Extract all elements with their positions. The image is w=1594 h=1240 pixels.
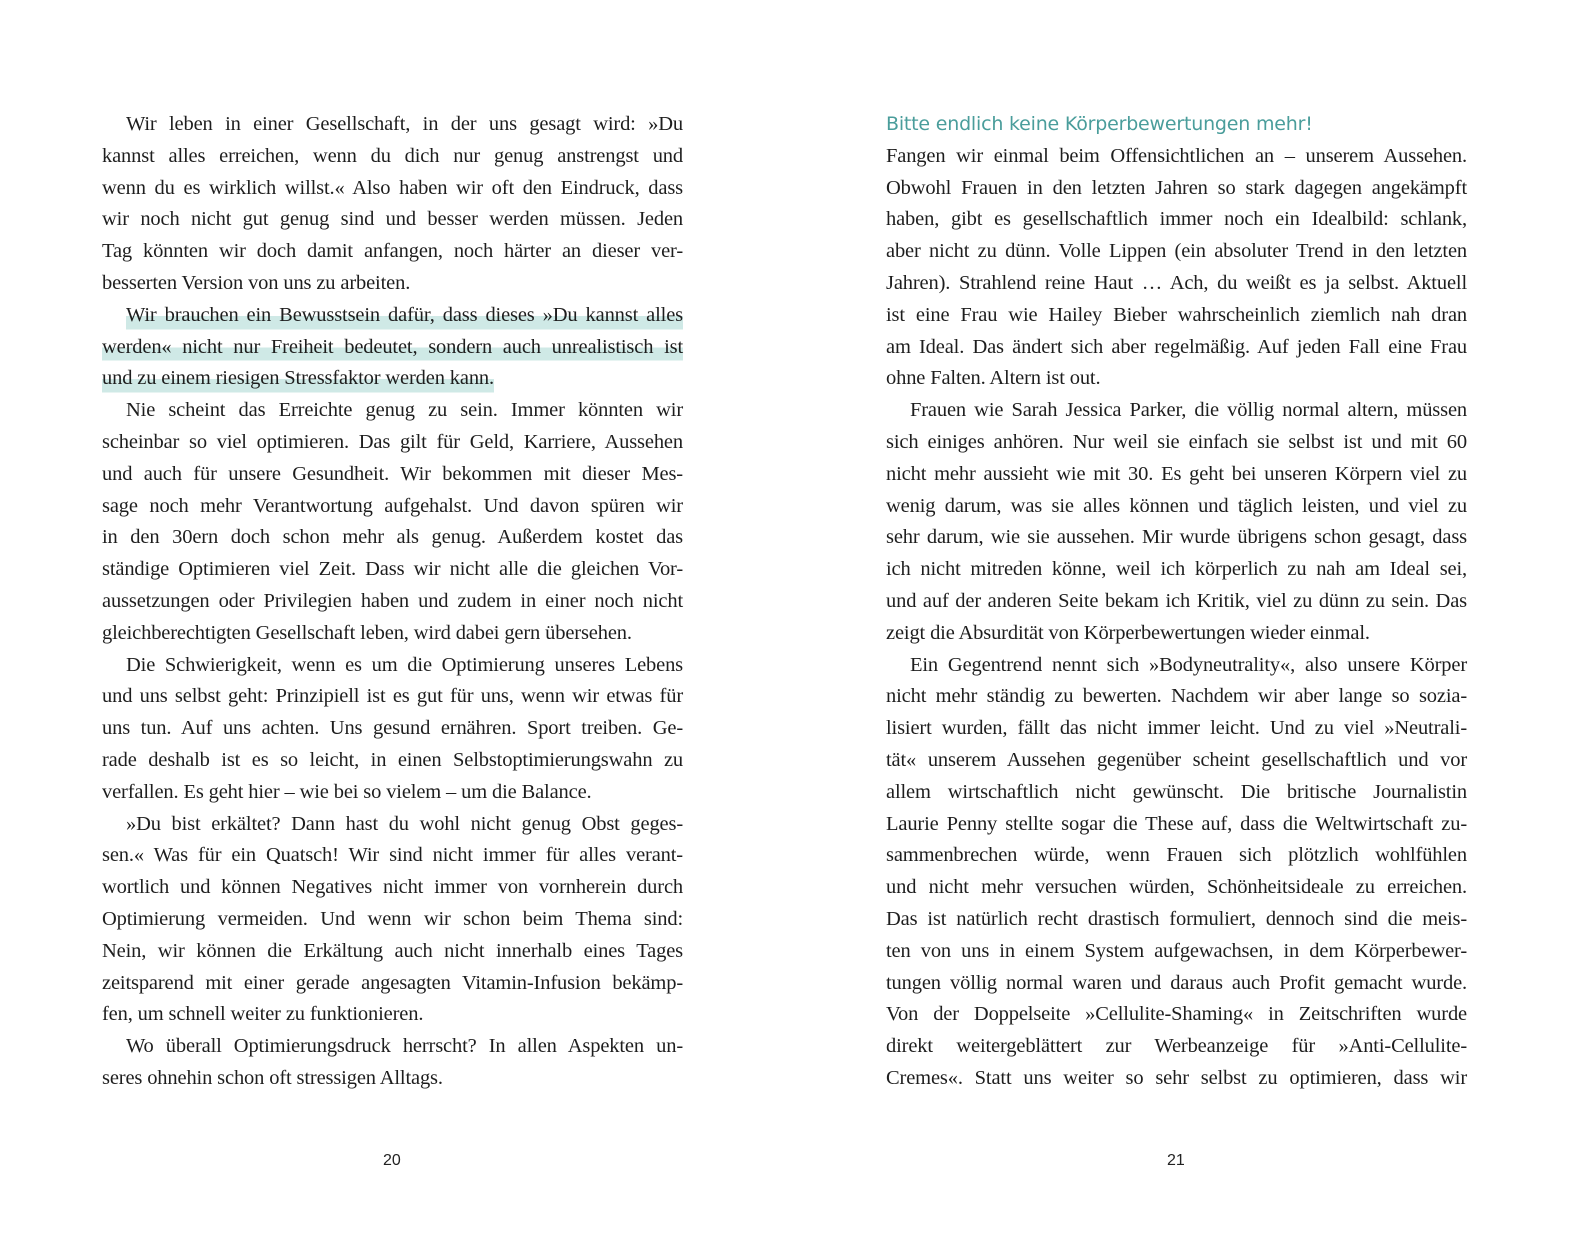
text-line: wenig darum, was sie alles können und täglich leisten, und viel zu [886,494,1467,517]
text-line: und auf der anderen Seite bekam ich Kritik, viel zu dünn zu sein. Das [886,589,1467,612]
text-line: sich einiges anhören. Nur weil sie einfach sie selbst ist und mit 60 [886,430,1467,453]
right-page-body [886,109,1467,1095]
text-line: lisiert wurden, fällt das nicht immer leicht. Und zu viel »Neutrali- [886,717,1467,740]
text-line: besserten Version von uns zu arbeiten. [102,271,411,294]
text-line: Tag könnten wir doch damit anfangen, noch härter an dieser ver- [102,240,683,263]
text-line: Wir leben in einer Gesellschaft, in der uns gesagt wird: »Du [126,113,683,135]
text-line: in den 30ern doch schon mehr als genug. Außerdem kostet das [102,526,683,549]
text-line: und nicht mehr versuchen würden, Schönheitsideale zu erreichen. [886,876,1467,899]
text-line: ten von uns in einem System aufgewachsen, in dem Körperbewer- [886,939,1467,962]
text-line: wir noch nicht gut genug sind und besser werden müssen. Jeden [102,208,683,231]
text-line: ich nicht mitreden könne, weil ich körperlich zu nah am Ideal sei, [886,558,1467,581]
text-line: allem wirtschaftlich nicht gewünscht. Die britische Journalistin [886,780,1467,803]
text-line: Cremes«. Statt uns weiter so sehr selbst zu optimieren, dass wir [886,1066,1467,1089]
paragraph [102,650,683,809]
text-line: verfallen. Es geht hier – wie bei so vielem – um die Balance. [102,780,592,803]
left-page-body [102,109,683,1095]
highlight-mark: werden« nicht nur Freiheit bedeutet, sondern auch unrealistisch ist [102,332,683,364]
text-line: am Ideal. Das ändert sich aber regelmäßig. Auf jeden Fall eine Frau [886,335,1467,358]
text-line: Wo überall Optimierungsdruck herrscht? In allen Aspekten un- [126,1035,683,1058]
text-line: ständige Optimieren viel Zeit. Dass wir nicht alle die gleichen Vor- [102,558,683,581]
section-heading: Bitte endlich keine Körperbewertungen mehr! [886,113,1313,135]
text-line: tät« unserem Aussehen gegenüber scheint gesellschaftlich und vor [886,748,1467,771]
paragraph [102,395,683,649]
text-line: Nie scheint das Erreichte genug zu sein. Immer könnten wir [126,399,683,422]
text-line: scheinbar so viel optimieren. Das gilt für Geld, Karriere, Aussehen [102,430,683,453]
text-line: fen, um schnell weiter zu funktionieren. [102,1003,424,1026]
highlight-mark: und zu einem riesigen Stressfaktor werden kann. [102,363,494,395]
text-line: seres ohnehin schon oft stressigen Alltags. [102,1066,443,1089]
text-line: Frauen wie Sarah Jessica Parker, die völlig normal altern, müssen [910,399,1467,422]
text-line: Die Schwierigkeit, wenn es um die Optimierung unseres Lebens [126,653,683,676]
paragraph [886,650,1467,1095]
text-line: nicht mehr aussieht wie mit 30. Es geht bei unseren Körpern viel zu [886,462,1467,485]
text-line: aber nicht zu dünn. Volle Lippen (ein absoluter Trend in den letzten [886,240,1467,263]
text-line: sen.« Was für ein Quatsch! Wir sind nicht immer für alles verant- [102,844,683,867]
page-number-right: 21 [1167,1152,1185,1169]
text-line: und uns selbst geht: Prinzipiell ist es gut für uns, wenn wir etwas für [102,685,683,708]
text-line: haben, gibt es gesellschaftlich immer noch ein Idealbild: schlank, [886,208,1467,231]
text-line: Nein, wir können die Erkältung auch nicht innerhalb eines Tages [102,939,683,962]
page-number-left: 20 [383,1152,401,1169]
text-line: uns tun. Auf uns achten. Uns gesund ernähren. Sport treiben. Ge- [102,717,683,740]
text-line: Fangen wir einmal beim Offensichtlichen an – unserem Aussehen. [886,144,1467,167]
paragraph [886,141,1467,395]
paragraph [886,395,1467,649]
text-line: zeitsparend mit einer gerade angesagten Vitamin-Infusion bekämp- [102,971,683,994]
highlighted-text-line [102,332,683,364]
text-line: aussetzungen oder Privilegien haben und zudem in einer noch nicht [102,589,683,612]
text-line: Jahren). Strahlend reine Haut … Ach, du weißt es ja selbst. Aktuell [886,271,1467,294]
text-line: rade deshalb ist es so leicht, in einen Selbstoptimierungswahn zu [102,748,683,771]
paragraph [102,300,683,395]
text-line: ohne Falten. Altern ist out. [886,367,1101,390]
text-line: Ein Gegentrend nennt sich »Bodyneutrality«, also unsere Körper [910,653,1467,676]
text-line: wenn du es wirklich willst.« Also haben wir oft den Eindruck, dass [102,176,683,199]
text-line: sammenbrechen würde, wenn Frauen sich plötzlich wohlfühlen [886,844,1467,867]
highlighted-text-line [102,363,683,395]
paragraph [102,1031,683,1095]
text-line: »Du bist erkältet? Dann hast du wohl nicht genug Obst geges- [126,812,683,835]
text-line: Laurie Penny stellte sogar die These auf, dass die Weltwirtschaft zu- [886,812,1467,835]
text-line: Optimierung vermeiden. Und wenn wir schon beim Thema sind: [102,907,683,930]
text-line: nicht mehr ständig zu bewerten. Nachdem wir aber lange so sozia- [886,685,1467,708]
paragraph [102,809,683,1032]
text-line: Obwohl Frauen in den letzten Jahren so stark dagegen angekämpft [886,176,1467,199]
text-line: tungen völlig normal waren und daraus auch Profit gemacht wurde. [886,971,1467,994]
highlighted-text-line [102,300,683,332]
text-line: Von der Doppelseite »Cellulite-Shaming« in Zeitschriften wurde [886,1003,1467,1026]
text-line: und auch für unsere Gesundheit. Wir bekommen mit dieser Mes- [102,462,683,485]
text-line: sage noch mehr Verantwortung aufgehalst. Und davon spüren wir [102,494,683,517]
text-line: wortlich und können Negatives nicht immer von vornherein durch [102,876,683,899]
text-line: kannst alles erreichen, wenn du dich nur genug anstrengst und [102,144,683,167]
paragraph [102,109,683,300]
text-line: direkt weitergeblättert zur Werbeanzeige für »Anti-Cellulite- [886,1035,1467,1058]
text-line: zeigt die Absurdität von Körperbewertungen wieder einmal. [886,621,1370,644]
text-line: Das ist natürlich recht drastisch formuliert, dennoch sind die meis- [886,907,1467,930]
text-line: ist eine Frau wie Hailey Bieber wahrscheinlich ziemlich nah dran [886,303,1467,326]
text-line: gleichberechtigten Gesellschaft leben, wird dabei gern übersehen. [102,621,632,644]
highlight-mark: Wir brauchen ein Bewusstsein dafür, dass dieses »Du kannst alles [126,300,683,332]
text-line: sehr darum, wie sie aussehen. Mir wurde übrigens schon gesagt, dass [886,526,1467,549]
